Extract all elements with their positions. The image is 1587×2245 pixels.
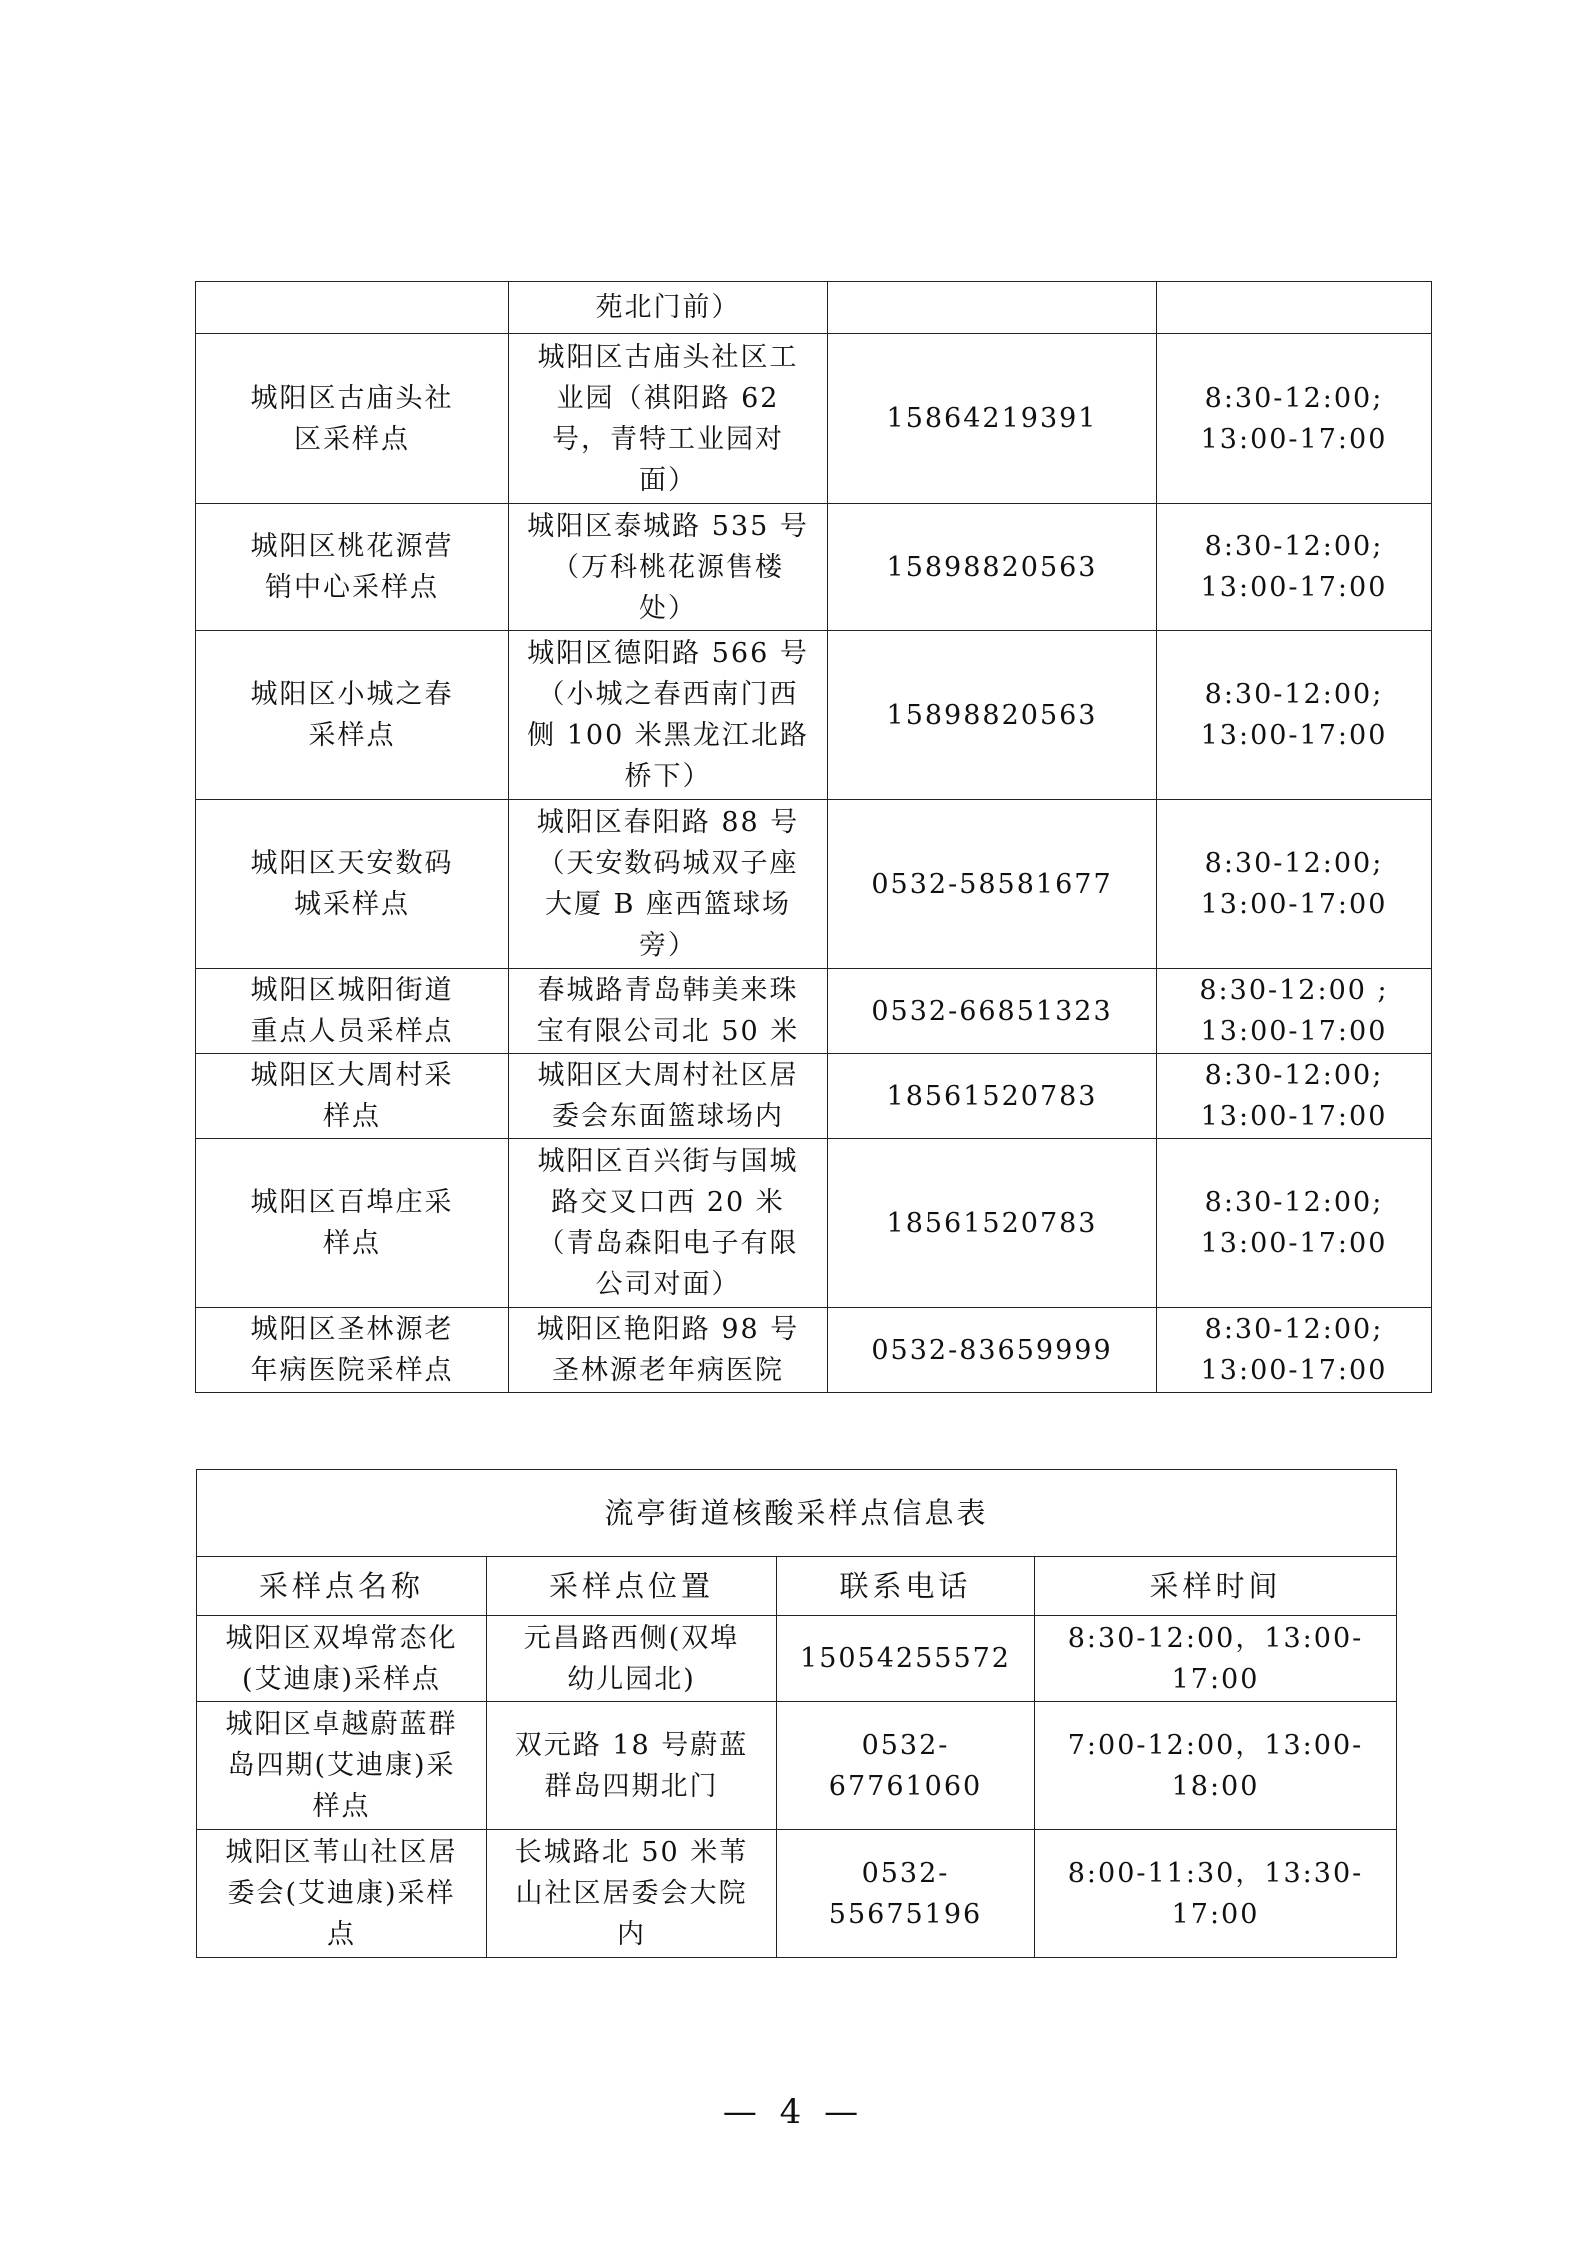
site-location-cell: 城阳区德阳路 566 号 （小城之春西南门西 侧 100 米黑龙江北路 桥下） <box>509 631 828 800</box>
site-phone-cell: 15898820563 <box>828 504 1157 631</box>
site-name-cell: 城阳区百埠庄采 样点 <box>196 1139 509 1308</box>
table-row <box>196 1308 1432 1393</box>
site-time-cell <box>1157 282 1432 334</box>
site-time-cell: 8:30-12:00 ; 13:00-17:00 <box>1157 969 1432 1054</box>
site-phone-cell: 0532-83659999 <box>828 1308 1157 1393</box>
site-location-cell: 苑北门前） <box>509 282 828 334</box>
site-name-cell: 城阳区桃花源营 销中心采样点 <box>196 504 509 631</box>
table-header-row <box>197 1557 1397 1616</box>
site-name-cell: 城阳区古庙头社 区采样点 <box>196 334 509 504</box>
site-location-cell: 城阳区艳阳路 98 号 圣林源老年病医院 <box>509 1308 828 1393</box>
site-time-cell: 8:30-12:00，13:00- 17:00 <box>1035 1616 1397 1702</box>
site-phone-cell: 15898820563 <box>828 631 1157 800</box>
site-location-cell: 城阳区春阳路 88 号 （天安数码城双子座 大厦 B 座西篮球场 旁） <box>509 800 828 969</box>
site-time-cell: 8:30-12:00; 13:00-17:00 <box>1157 1139 1432 1308</box>
site-location-cell: 城阳区大周村社区居 委会东面篮球场内 <box>509 1054 828 1139</box>
site-location-cell: 元昌路西侧(双埠 幼儿园北) <box>487 1616 777 1702</box>
column-header-time: 采样时间 <box>1035 1557 1397 1616</box>
column-header-location: 采样点位置 <box>487 1557 777 1616</box>
table-row <box>197 1702 1397 1830</box>
site-phone-cell: 0532-67761060 <box>777 1702 1035 1830</box>
column-header-phone: 联系电话 <box>777 1557 1035 1616</box>
site-phone-cell: 18561520783 <box>828 1054 1157 1139</box>
site-location-cell: 长城路北 50 米苇 山社区居委会大院 内 <box>487 1830 777 1958</box>
site-phone-cell <box>828 282 1157 334</box>
site-name-cell: 城阳区苇山社区居 委会(艾迪康)采样 点 <box>197 1830 487 1958</box>
site-time-cell: 8:30-12:00; 13:00-17:00 <box>1157 800 1432 969</box>
site-time-cell: 8:00-11:30，13:30- 17:00 <box>1035 1830 1397 1958</box>
site-name-cell: 城阳区圣林源老 年病医院采样点 <box>196 1308 509 1393</box>
site-location-cell: 春城路青岛韩美来珠 宝有限公司北 50 米 <box>509 969 828 1054</box>
sampling-points-table-continued <box>195 281 1432 1393</box>
site-name-cell: 城阳区城阳街道 重点人员采样点 <box>196 969 509 1054</box>
table-title-row <box>197 1470 1397 1557</box>
site-time-cell: 8:30-12:00; 13:00-17:00 <box>1157 504 1432 631</box>
table-row <box>196 800 1432 969</box>
table-row <box>196 1054 1432 1139</box>
site-name-cell: 城阳区双埠常态化 (艾迪康)采样点 <box>197 1616 487 1702</box>
site-name-cell: 城阳区卓越蔚蓝群 岛四期(艾迪康)采 样点 <box>197 1702 487 1830</box>
column-header-name: 采样点名称 <box>197 1557 487 1616</box>
table-row <box>196 282 1432 334</box>
site-location-cell: 城阳区泰城路 535 号 （万科桃花源售楼 处） <box>509 504 828 631</box>
table-title: 流亭街道核酸采样点信息表 <box>197 1470 1397 1557</box>
site-name-cell: 城阳区小城之春 采样点 <box>196 631 509 800</box>
table-row <box>196 969 1432 1054</box>
site-time-cell: 8:30-12:00; 13:00-17:00 <box>1157 631 1432 800</box>
site-time-cell: 8:30-12:00; 13:00-17:00 <box>1157 1054 1432 1139</box>
site-phone-cell: 0532-55675196 <box>777 1830 1035 1958</box>
table-row <box>196 631 1432 800</box>
site-location-cell: 城阳区古庙头社区工 业园（祺阳路 62 号，青特工业园对 面） <box>509 334 828 504</box>
table-row <box>196 334 1432 504</box>
page-number: — 4 — <box>722 2092 865 2132</box>
site-time-cell: 8:30-12:00; 13:00-17:00 <box>1157 334 1432 504</box>
table-row <box>196 504 1432 631</box>
site-name-cell <box>196 282 509 334</box>
site-name-cell: 城阳区大周村采 样点 <box>196 1054 509 1139</box>
site-phone-cell: 0532-66851323 <box>828 969 1157 1054</box>
site-name-cell: 城阳区天安数码 城采样点 <box>196 800 509 969</box>
table-row <box>196 1139 1432 1308</box>
site-time-cell: 8:30-12:00; 13:00-17:00 <box>1157 1308 1432 1393</box>
liuting-sampling-points-table <box>196 1469 1397 1958</box>
site-phone-cell: 15864219391 <box>828 334 1157 504</box>
table-row <box>197 1830 1397 1958</box>
site-location-cell: 城阳区百兴街与国城 路交叉口西 20 米 （青岛森阳电子有限 公司对面） <box>509 1139 828 1308</box>
table-row <box>197 1616 1397 1702</box>
site-phone-cell: 15054255572 <box>777 1616 1035 1702</box>
site-phone-cell: 18561520783 <box>828 1139 1157 1308</box>
site-location-cell: 双元路 18 号蔚蓝 群岛四期北门 <box>487 1702 777 1830</box>
site-time-cell: 7:00-12:00，13:00- 18:00 <box>1035 1702 1397 1830</box>
site-phone-cell: 0532-58581677 <box>828 800 1157 969</box>
